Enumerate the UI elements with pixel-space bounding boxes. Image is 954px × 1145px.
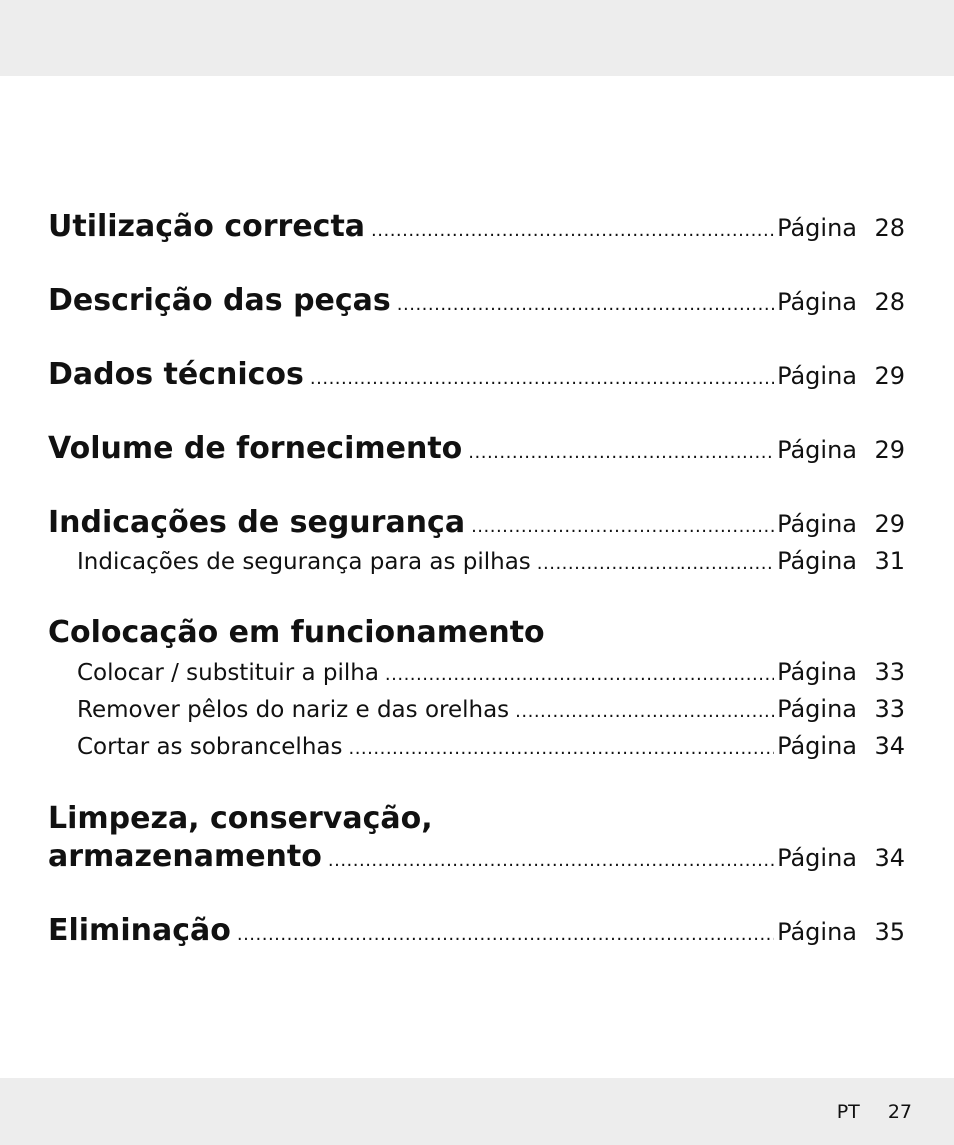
dot-leader <box>468 442 774 463</box>
dot-leader <box>471 516 774 537</box>
toc-entry-descricao-das-pecas[interactable] <box>48 283 905 318</box>
dot-leader <box>537 553 774 574</box>
toc-entry-title: Colocar / substituir a pilha <box>77 660 379 686</box>
toc-entry-limpeza[interactable] <box>48 839 905 874</box>
page-number: 34 <box>874 732 905 760</box>
footer-page-number: 27 <box>887 1101 912 1123</box>
toc-entry-indicacoes-de-seguranca[interactable] <box>48 505 905 540</box>
toc-page-ref <box>777 658 905 686</box>
dot-leader <box>515 701 774 722</box>
page-number: 28 <box>874 214 905 242</box>
toc-page-ref <box>777 695 905 723</box>
toc-page-ref <box>777 732 905 760</box>
toc-page-ref <box>777 547 905 575</box>
toc-entry-title: armazenamento <box>48 839 322 874</box>
page-word: Página <box>777 362 857 390</box>
toc-entry-eliminacao[interactable] <box>48 913 905 948</box>
page-number: 33 <box>874 695 905 723</box>
toc-entry-title: Cortar as sobrancelhas <box>77 734 343 760</box>
page-word: Página <box>777 547 857 575</box>
page-word: Página <box>777 732 857 760</box>
page-word: Página <box>777 844 857 872</box>
page-word: Página <box>777 658 857 686</box>
dot-leader <box>310 368 774 389</box>
toc-page-ref <box>777 436 905 464</box>
toc-entry-title: Indicações de segurança para as pilhas <box>77 549 531 575</box>
page-number: 34 <box>874 844 905 872</box>
toc-page-ref <box>777 918 905 946</box>
toc-entry-title: Descrição das peças <box>48 283 391 318</box>
toc-entry-utilizacao-correcta[interactable] <box>48 209 905 244</box>
page-number: 29 <box>874 510 905 538</box>
page-footer <box>837 1101 912 1123</box>
toc-entry-title: Dados técnicos <box>48 357 304 392</box>
toc-subentry-seguranca-pilhas[interactable] <box>77 547 905 575</box>
toc-entry-title: Indicações de segurança <box>48 505 466 540</box>
page-word: Página <box>777 214 857 242</box>
toc-page-ref <box>777 214 905 242</box>
page-number: 29 <box>874 362 905 390</box>
dot-leader <box>348 738 774 759</box>
toc-section-heading-colocacao[interactable]: Colocação em funcionamento <box>48 615 545 650</box>
page-number: 33 <box>874 658 905 686</box>
page-word: Página <box>777 436 857 464</box>
toc-entry-title: Eliminação <box>48 913 231 948</box>
toc-entry-title: Volume de fornecimento <box>48 431 463 466</box>
toc-entry-title: Remover pêlos do nariz e das orelhas <box>77 697 510 723</box>
toc-subentry-remover-pelos[interactable] <box>77 695 905 723</box>
dot-leader <box>385 664 774 685</box>
page-number: 35 <box>874 918 905 946</box>
toc-page-ref <box>777 362 905 390</box>
page-number: 28 <box>874 288 905 316</box>
toc-page-ref <box>777 844 905 872</box>
dot-leader <box>397 294 774 315</box>
header-band <box>0 0 954 76</box>
toc-page-ref <box>777 510 905 538</box>
page-word: Página <box>777 695 857 723</box>
footer-band <box>0 1078 954 1145</box>
dot-leader <box>328 850 774 871</box>
language-code: PT <box>836 1101 860 1123</box>
toc-subentry-colocar-pilha[interactable] <box>77 658 905 686</box>
toc-entry-title: Utilização correcta <box>48 209 366 244</box>
toc-entry-limpeza-line1[interactable]: Limpeza, conservação, <box>48 801 433 836</box>
page-word: Página <box>777 288 857 316</box>
dot-leader <box>371 220 774 241</box>
toc-page-ref <box>777 288 905 316</box>
toc-subentry-cortar-sobrancelhas[interactable] <box>77 732 905 760</box>
page-number: 31 <box>874 547 905 575</box>
toc-entry-dados-tecnicos[interactable] <box>48 357 905 392</box>
page-number: 29 <box>874 436 905 464</box>
toc-entry-volume-de-fornecimento[interactable] <box>48 431 905 466</box>
page-word: Página <box>777 918 857 946</box>
dot-leader <box>237 924 774 945</box>
page-word: Página <box>777 510 857 538</box>
